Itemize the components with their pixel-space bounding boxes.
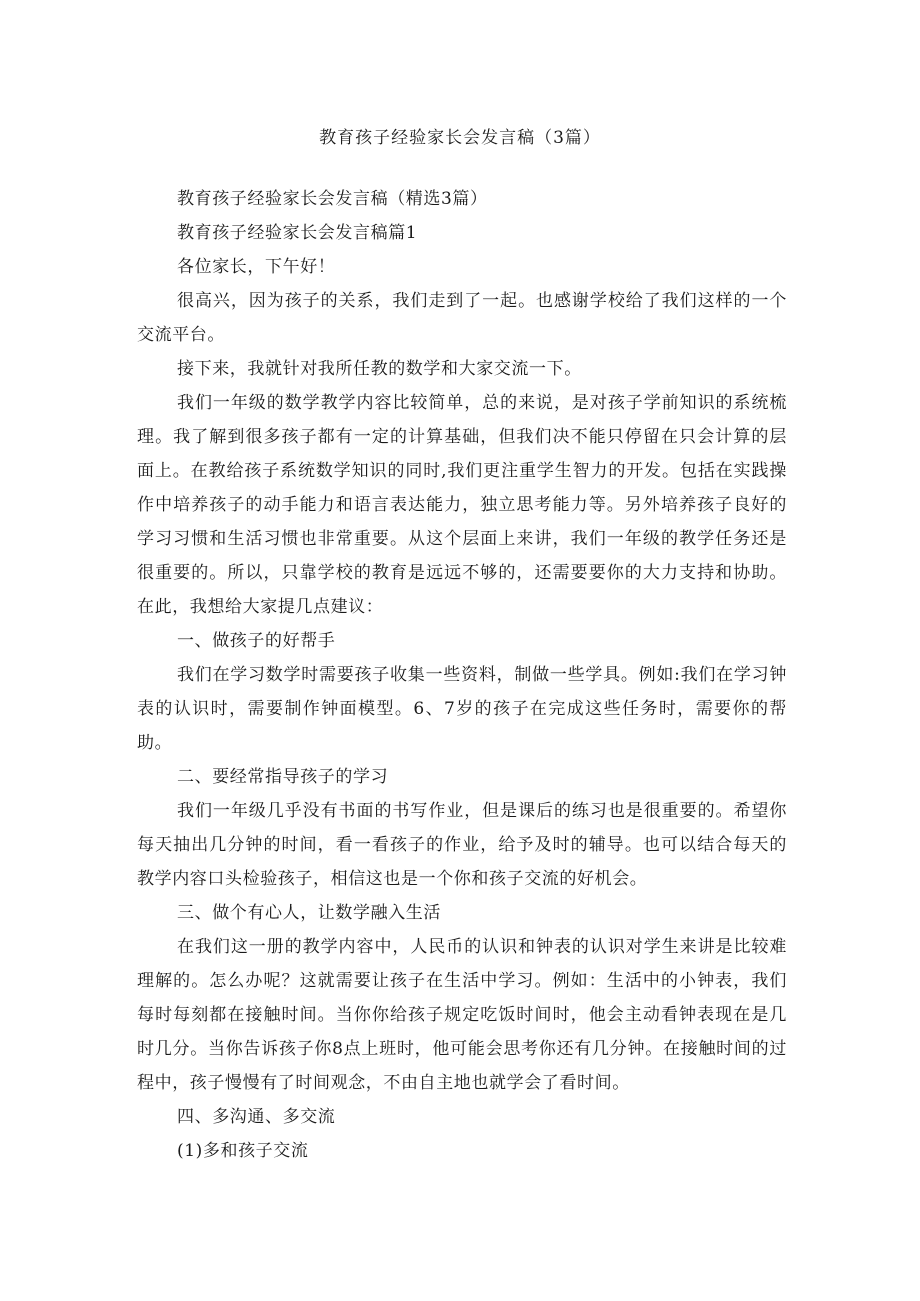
paragraph-math-overview: 我们一年级的数学教学内容比较简单，总的来说，是对孩子学前知识的系统梳理。我了解到很多孩子都有一定的计算基础，但我们决不能只停留在只会计算的层面上。在教给孩子系统数学知识的同时,我们更注重学生智力的开发。包括在实践操作中培养孩子的动手能力和语言表达能力，独立思考能力等。另外培养孩子良好的学习习惯和生活习惯也非常重要。从这个层面上来讲，我们一年级的教学任务还是很重要的。所以，只靠学校的教育是远远不够的，还需要要你的大力支持和协助。在此，我想给大家提几点建议： (137, 393, 787, 617)
document-title: 教育孩子经验家长会发言稿（3篇） (319, 128, 601, 148)
paragraph-transition: 接下来，我就针对我所任教的数学和大家交流一下。 (177, 359, 582, 379)
paragraph-helper: 我们在学习数学时需要孩子收集一些资料，制做一些学具。例如:我们在学习钟表的认识时，需要制作钟面模型。6、7岁的孩子在完成这些任务时，需要你的帮助。 (137, 665, 787, 753)
paragraph-heading-two: 二、要经常指导孩子的学习 (177, 767, 389, 787)
paragraph-life-math: 在我们这一册的教学内容中，人民币的认识和钟表的认识对学生来讲是比较难理解的。怎么办呢？这就需要让孩子在生活中学习。例如：生活中的小钟表，我们每时每刻都在接触时间。当你你给孩子规定吃饭时间时，他会主动看钟表现在是几时几分。当你告诉孩子你8点上班时，他可能会思考你还有几分钟。在接触时间的过程中，孩子慢慢有了时间观念，不由自主地也就学会了看时间。 (137, 937, 787, 1093)
paragraph-heading-one: 一、做孩子的好帮手 (177, 631, 336, 651)
paragraph-subtitle: 教育孩子经验家长会发言稿（精选3篇） (177, 189, 488, 209)
paragraph-greeting: 各位家长，下午好！ (177, 257, 336, 277)
paragraph-subheading-one: (1)多和孩子交流 (177, 1141, 309, 1161)
paragraph-guidance: 我们一年级几乎没有书面的书写作业，但是课后的练习也是很重要的。希望你每天抽出几分钟的时间，看一看孩子的作业，给予及时的辅导。也可以结合每天的教学内容口头检验孩子，相信这也是一个你和孩子交流的好机会。 (137, 801, 787, 889)
paragraph-section-heading: 教育孩子经验家长会发言稿篇1 (177, 223, 418, 243)
document-body (137, 182, 787, 1168)
paragraph-heading-four: 四、多沟通、多交流 (177, 1107, 336, 1127)
paragraph-intro: 很高兴，因为孩子的关系，我们走到了一起。也感谢学校给了我们这样的一个交流平台。 (137, 291, 787, 345)
paragraph-heading-three: 三、做个有心人，让数学融入生活 (177, 903, 441, 923)
